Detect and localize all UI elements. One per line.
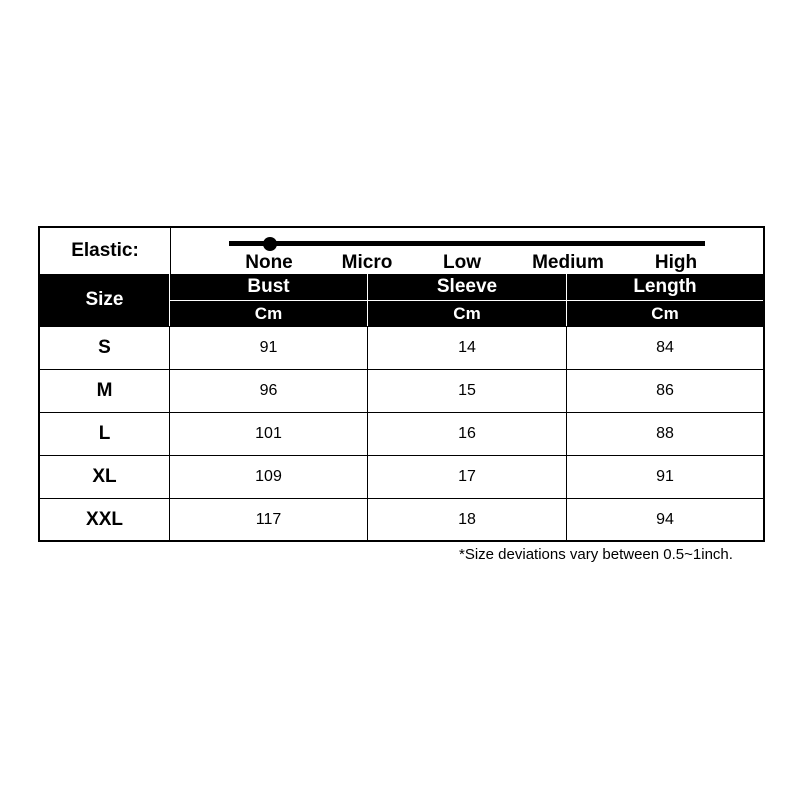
bust-column-header: Bust [170, 274, 368, 300]
sleeve-column-header: Sleeve [368, 274, 567, 300]
length-cell: 88 [656, 425, 674, 442]
size-cell: XXL [40, 499, 170, 541]
elasticity-level-micro: Micro [341, 252, 393, 273]
size-cell: L [40, 413, 170, 455]
length-cell: 94 [656, 511, 674, 528]
size-cell: M [40, 370, 170, 412]
length-column-header: Length [567, 274, 763, 300]
bust-cell: 109 [170, 456, 368, 498]
sleeve-cell: 17 [368, 456, 567, 498]
table-row [40, 412, 763, 455]
length-cell: 91 [656, 468, 674, 485]
elasticity-level-low: Low [443, 252, 481, 273]
sleeve-cell: 18 [368, 499, 567, 541]
elasticity-indicator-dot [263, 237, 277, 251]
sleeve-cell: 15 [368, 370, 567, 412]
size-column-header: Size [40, 274, 170, 326]
table-row [40, 369, 763, 412]
table-row [40, 455, 763, 498]
length-cell: 84 [656, 339, 674, 356]
elasticity-level-none: None [245, 252, 293, 273]
size-deviation-note: *Size deviations vary between 0.5~1inch. [459, 546, 733, 563]
sleeve-unit-header: Cm [368, 301, 567, 326]
sleeve-cell: 16 [368, 413, 567, 455]
bust-cell: 117 [170, 499, 368, 541]
sleeve-cell: 14 [368, 327, 567, 369]
size-chart [38, 226, 765, 542]
elasticity-level-high: High [654, 252, 698, 273]
elasticity-scale-line [229, 241, 705, 246]
table-row [40, 498, 763, 541]
table-row [40, 326, 763, 369]
elasticity-level-medium: Medium [532, 252, 604, 273]
length-cell: 86 [656, 382, 674, 399]
bust-cell: 101 [170, 413, 368, 455]
bust-unit-header: Cm [170, 301, 368, 326]
size-cell: XL [40, 456, 170, 498]
bust-cell: 96 [170, 370, 368, 412]
size-cell: S [40, 327, 170, 369]
elastic-label: Elastic: [40, 228, 171, 274]
elastic-row [40, 228, 763, 275]
bust-cell: 91 [170, 327, 368, 369]
length-unit-header: Cm [567, 301, 763, 326]
